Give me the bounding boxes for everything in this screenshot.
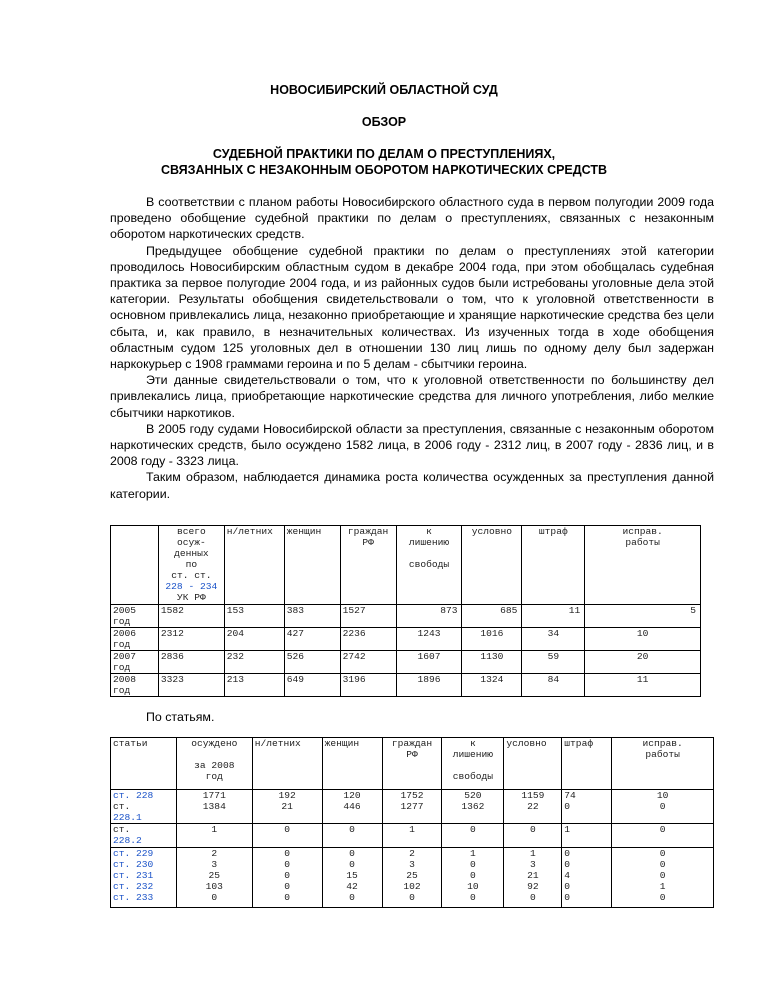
conditional-cell: 1130 (462, 651, 522, 674)
women-cell: 120 446 (322, 790, 382, 824)
citizens-cell: 1527 (340, 605, 396, 628)
citizens-cell: 2236 (340, 628, 396, 651)
year-cell: 2008 год (111, 674, 159, 697)
prison-cell: 520 1362 (442, 790, 504, 824)
table-row (111, 824, 714, 848)
minors-cell: 232 (224, 651, 284, 674)
minors-cell: 213 (224, 674, 284, 697)
table-row (111, 605, 701, 628)
header-prison: к лишению свободы (396, 526, 462, 605)
header-women: женщин (284, 526, 340, 605)
women-cell: 526 (284, 651, 340, 674)
table-header-row (111, 738, 714, 790)
work-cell: 0 0 0 1 0 (612, 848, 714, 908)
articles-cell (111, 848, 177, 908)
header-fine: штраф (522, 526, 585, 605)
year-cell: 2005 год (111, 605, 159, 628)
header-women: женщин (322, 738, 382, 790)
citizens-cell: 3196 (340, 674, 396, 697)
article-link[interactable]: 228.1 (113, 812, 142, 823)
convicted-cell: 1 (176, 824, 252, 848)
prison-cell: 1 0 0 10 0 (442, 848, 504, 908)
table-row (111, 848, 714, 908)
header-convicted: осуждено за 2008 год (176, 738, 252, 790)
articles-stats-table (110, 737, 714, 908)
title-line-1: СУДЕБНОЙ ПРАКТИКИ ПО ДЕЛАМ О ПРЕСТУПЛЕНИЯХ, (212, 147, 556, 161)
header-fine: штраф (562, 738, 612, 790)
paragraph: Таким образом, наблюдается динамика роста количества осужденных за преступления данной категории. (110, 470, 714, 501)
convicted-cell: 1771 1384 (176, 790, 252, 824)
header-correctional-work: исправ. работы (612, 738, 714, 790)
total-cell: 2312 (158, 628, 224, 651)
article-link[interactable]: 228.2 (113, 835, 142, 846)
women-cell: 0 0 15 42 0 (322, 848, 382, 908)
work-cell: 5 (585, 605, 701, 628)
fine-cell: 1 (562, 824, 612, 848)
minors-cell: 192 21 (252, 790, 322, 824)
header-minors: н/летних (252, 738, 322, 790)
header-minors: н/летних (224, 526, 284, 605)
year-cell: 2007 год (111, 651, 159, 674)
citizens-cell: 2 3 25 102 0 (382, 848, 442, 908)
fine-cell: 34 (522, 628, 585, 651)
paragraph: В 2005 году судами Новосибирской области за преступления, связанные с незаконным оборотом наркотических средств, было осуждено 1582 лица, в 2006 году - 2312 лиц, в 2007 году - 2836 лиц, и в 2008 году - 3323 лица. (110, 421, 714, 469)
article-link[interactable]: ст. 230 (113, 859, 154, 870)
fine-cell: 74 0 (562, 790, 612, 824)
header-cell-empty (111, 526, 159, 605)
header-total: всего осуж- денных по ст. ст. 228 - 234 УК РФ (158, 526, 224, 605)
article-link[interactable]: 228 - 234 (165, 581, 218, 592)
citizens-cell: 1752 1277 (382, 790, 442, 824)
table-header-row (111, 526, 701, 605)
header-conditional: условно (504, 738, 562, 790)
article-link[interactable]: ст. 229 (113, 848, 154, 859)
prison-cell: 1896 (396, 674, 462, 697)
citizens-cell: 2742 (340, 651, 396, 674)
total-cell: 2836 (158, 651, 224, 674)
fine-cell: 59 (522, 651, 585, 674)
review-heading: ОБЗОР (361, 115, 407, 129)
minors-cell: 0 0 0 0 0 (252, 848, 322, 908)
header-citizens: граждан РФ (340, 526, 396, 605)
article-link[interactable]: ст. 233 (113, 892, 154, 903)
paragraph: Предыдущее обобщение судебной практики по делам о преступлениях этой категории проводилось Новосибирским областным судом в декабре 2004 года, при этом обобщалась судебная практика за первое полугодие 2004 года, и из районных судов были истребованы уголовные дела этой категории. Результаты обобщения свидетельствовали о том, что к уголовной ответственности в основном привлекались лица, незаконно приобретающие и хранящие наркотические средства без цели сбыта, и, как правило, в незначительных количествах. Из изученных тогда в ходе обобщения областным судом 125 уголовных дел в отношении 130 лиц лишь по одному делу был задержан наркокурьер с 1908 граммами героина и по 5 делам - сбытчики героина. (110, 243, 714, 372)
women-cell: 0 (322, 824, 382, 848)
prison-cell: 873 (396, 605, 462, 628)
prison-cell: 0 (442, 824, 504, 848)
body-text (110, 194, 714, 502)
convicted-cell: 2 3 25 103 0 (176, 848, 252, 908)
conditional-cell: 1159 22 (504, 790, 562, 824)
work-cell: 11 (585, 674, 701, 697)
conditional-cell: 1324 (462, 674, 522, 697)
citizens-cell: 1 (382, 824, 442, 848)
fine-cell: 11 (522, 605, 585, 628)
prison-cell: 1607 (396, 651, 462, 674)
work-cell: 10 0 (612, 790, 714, 824)
header-prison: к лишению свободы (442, 738, 504, 790)
paragraph: Эти данные свидетельствовали о том, что к уголовной ответственности по большинству дел привлекались лица, приобретающие наркотические средства для личного употребления, либо мелкие сбытчики наркотиков. (110, 373, 714, 420)
women-cell: 427 (284, 628, 340, 651)
by-articles-label: По статьям. (146, 710, 215, 724)
fine-cell: 84 (522, 674, 585, 697)
table-row (111, 674, 701, 697)
fine-cell: 0 0 4 0 0 (562, 848, 612, 908)
court-heading: НОВОСИБИРСКИЙ ОБЛАСТНОЙ СУД (270, 83, 498, 97)
work-cell: 0 (612, 824, 714, 848)
yearly-stats-table (110, 525, 701, 697)
women-cell: 383 (284, 605, 340, 628)
conditional-cell: 685 (462, 605, 522, 628)
article-link[interactable]: ст. 228 (113, 790, 154, 801)
table-row (111, 651, 701, 674)
articles-cell: ст. 228.2 (111, 824, 177, 848)
paragraph: В соответствии с планом работы Новосибирского областного суда в первом полугодии 2009 года проведено обобщение судебной практики по делам о преступлениях, связанных с незаконным оборотом наркотических средств. (110, 195, 714, 242)
table-row (111, 790, 714, 824)
work-cell: 10 (585, 628, 701, 651)
work-cell: 20 (585, 651, 701, 674)
minors-cell: 153 (224, 605, 284, 628)
table-row (111, 628, 701, 651)
total-cell: 1582 (158, 605, 224, 628)
women-cell: 649 (284, 674, 340, 697)
header-citizens: граждан РФ (382, 738, 442, 790)
conditional-cell: 1 3 21 92 0 (504, 848, 562, 908)
conditional-cell: 1016 (462, 628, 522, 651)
title-line-2: СВЯЗАННЫХ С НЕЗАКОННЫМ ОБОРОТОМ НАРКОТИЧЕСКИХ СРЕДСТВ (160, 163, 608, 177)
article-link[interactable]: ст. 231 (113, 870, 154, 881)
header-articles: статьи (111, 738, 177, 790)
prison-cell: 1243 (396, 628, 462, 651)
minors-cell: 204 (224, 628, 284, 651)
articles-cell: ст. 228 ст. 228.1 (111, 790, 177, 824)
header-conditional: условно (462, 526, 522, 605)
conditional-cell: 0 (504, 824, 562, 848)
total-cell: 3323 (158, 674, 224, 697)
header-correctional-work: исправ. работы (585, 526, 701, 605)
year-cell: 2006 год (111, 628, 159, 651)
article-link[interactable]: ст. 232 (113, 881, 154, 892)
minors-cell: 0 (252, 824, 322, 848)
